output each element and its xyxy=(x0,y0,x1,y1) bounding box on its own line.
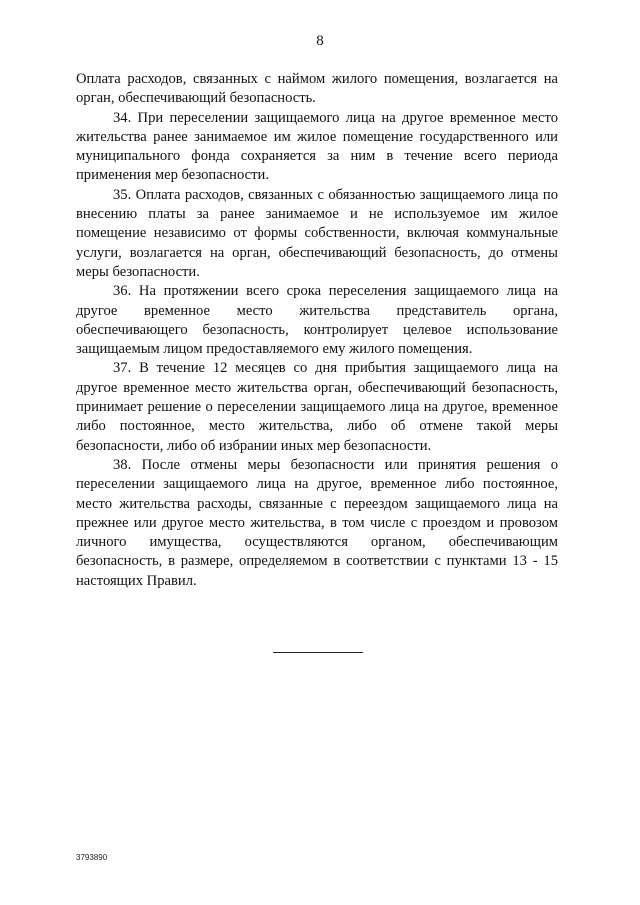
paragraph-38: 38. После отмены меры безопасности или принятия решения о переселении защищаемого лица на другое, временное либо постоянное, место жительства расходы, связанные с переездом защищаемого лица на прежнее или другое место жительства, в том числе с проездом и провозом личного имущества, осуществляются органом, обеспечивающим безопасность, в размере, определяемом в соответствии с пунктами 13 - 15 настоящих Правил. xyxy=(76,456,558,589)
paragraph-36: 36. На протяжении всего срока переселения защищаемого лица на другое временное место жительства представитель органа, обеспечивающего безопасность, контролирует целевое использование защищаемым лицом предоставляемого ему жилого помещения. xyxy=(76,283,558,358)
document-body xyxy=(76,70,558,591)
end-divider xyxy=(273,652,363,653)
paragraph-34: 34. При переселении защищаемого лица на другое временное место жительства ранее занимаемое им жилое помещение государственного или муниципального фонда сохраняется за ним в течение всего периода применения мер безопасности. xyxy=(76,109,558,184)
paragraph-35: 35. Оплата расходов, связанных с обязанностью защищаемого лица по внесению платы за ранее занимаемое и не используемое им жилое помещение независимо от формы собственности, включая коммунальные услуги, возлагается на орган, обеспечивающий безопасность, до отмены меры безопасности. xyxy=(76,186,558,280)
paragraph-37: 37. В течение 12 месяцев со дня прибытия защищаемого лица на другое временное место жительства орган, обеспечивающий безопасность, принимает решение о переселении защищаемого лица на другое, временное либо постоянное, место жительства, либо об отмене такой меры безопасности, либо об избрании иных мер безопасности. xyxy=(76,360,558,454)
paragraph-continuation: Оплата расходов, связанных с наймом жилого помещения, возлагается на орган, обеспечивающий безопасность. xyxy=(76,71,558,107)
document-code: 3793890 xyxy=(76,853,108,862)
page-number: 8 xyxy=(316,33,324,49)
